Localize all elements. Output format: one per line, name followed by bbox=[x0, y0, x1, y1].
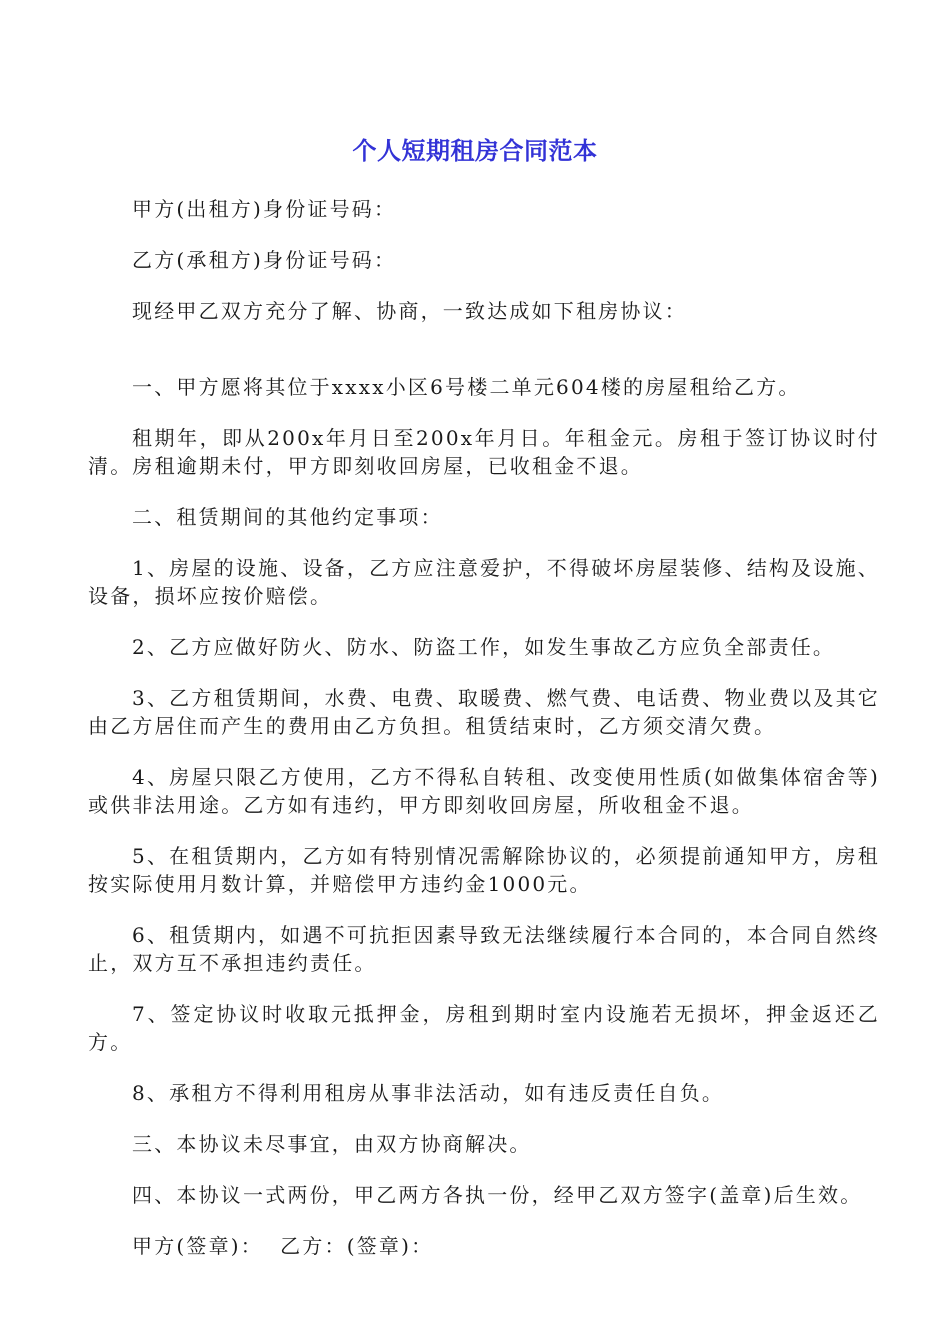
document-title: 个人短期租房合同范本 bbox=[352, 137, 598, 165]
document-body bbox=[88, 195, 880, 1283]
clause-2-heading: 二、租赁期间的其他约定事项： bbox=[132, 505, 443, 529]
item-3-fees: 3、乙方租赁期间，水费、电费、取暖费、燃气费、电话费、物业费以及其它由乙方居住而产生的费用由乙方负担。租赁结束时，乙方须交清欠费。 bbox=[88, 686, 880, 738]
party-a-id-line: 甲方(出租方)身份证号码： bbox=[132, 197, 397, 221]
clause-4-copies: 四、本协议一式两份，甲乙两方各执一份，经甲乙双方签字(盖章)后生效。 bbox=[132, 1183, 863, 1207]
item-6-force-majeure: 6、租赁期内，如遇不可抗拒因素导致无法继续履行本合同的，本合同自然终止，双方互不承担违约责任。 bbox=[88, 923, 880, 975]
signature-line: 甲方(签章)： 乙方：(签章)： bbox=[132, 1234, 434, 1258]
item-8-illegal-use: 8、承租方不得利用租房从事非法活动，如有违反责任自负。 bbox=[132, 1081, 725, 1105]
item-7-deposit: 7、签定协议时收取元抵押金，房租到期时室内设施若无损坏，押金返还乙方。 bbox=[88, 1002, 880, 1054]
item-5-termination: 5、在租赁期内，乙方如有特别情况需解除协议的，必须提前通知甲方，房租按实际使用月数计算，并赔偿甲方违约金1000元。 bbox=[88, 844, 880, 896]
agreement-intro: 现经甲乙双方充分了解、协商，一致达成如下租房协议： bbox=[132, 299, 687, 323]
item-4-usage: 4、房屋只限乙方使用，乙方不得私自转租、改变使用性质(如做集体宿舍等)或供非法用途。乙方如有违约，甲方即刻收回房屋，所收租金不退。 bbox=[88, 765, 880, 817]
clause-3-other-matters: 三、本协议未尽事宜，由双方协商解决。 bbox=[132, 1132, 532, 1156]
clause-lease-term: 租期年，即从200x年月日至200x年月日。年租金元。房租于签订协议时付清。房租逾期未付，甲方即刻收回房屋，已收租金不退。 bbox=[88, 426, 880, 478]
party-b-id-line: 乙方(承租方)身份证号码： bbox=[132, 248, 397, 272]
item-1-facilities: 1、房屋的设施、设备，乙方应注意爱护，不得破坏房屋装修、结构及设施、设备，损坏应按价赔偿。 bbox=[88, 556, 880, 608]
clause-1-property: 一、甲方愿将其位于xxxx小区6号楼二单元604楼的房屋租给乙方。 bbox=[132, 375, 801, 399]
item-2-safety: 2、乙方应做好防火、防水、防盗工作，如发生事故乙方应负全部责任。 bbox=[132, 635, 836, 659]
